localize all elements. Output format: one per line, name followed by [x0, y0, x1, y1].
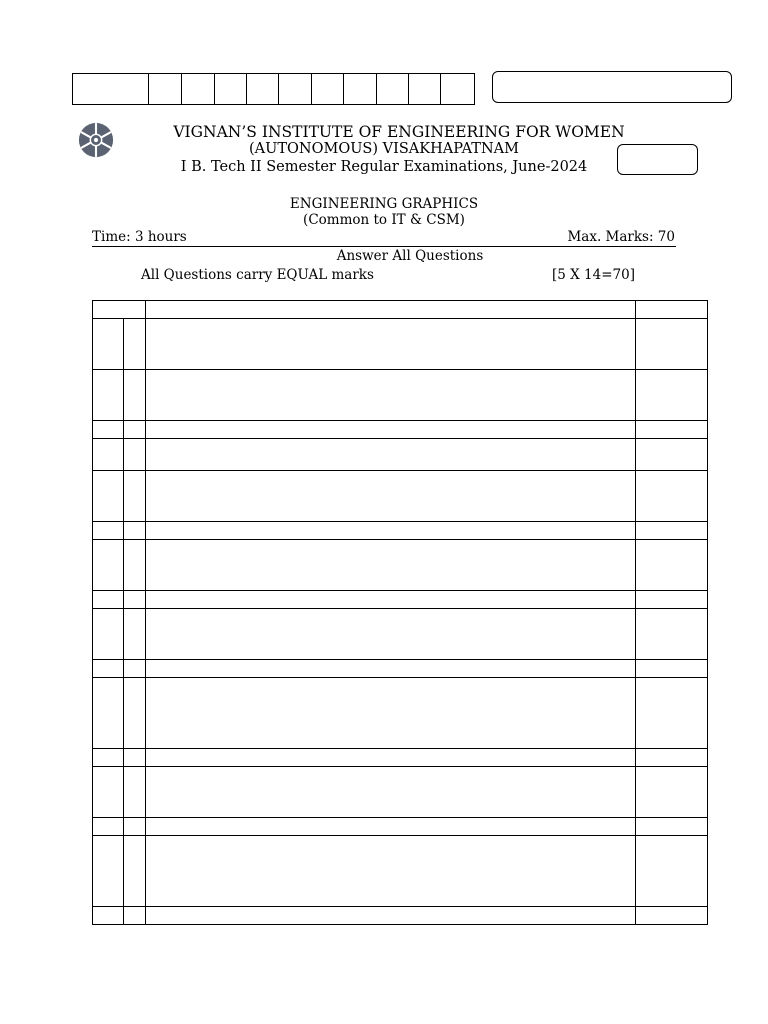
marks-cell: [636, 660, 708, 678]
question-text-cell: [146, 749, 636, 767]
question-text-cell: [146, 907, 636, 925]
marks-cell: [636, 471, 708, 522]
table-row: [93, 660, 708, 678]
question-number-cell: [93, 370, 124, 421]
table-row: [93, 439, 708, 471]
table-header-row: [93, 301, 708, 319]
table-row: [93, 540, 708, 591]
sub-question-cell: [124, 421, 146, 439]
table-row: [93, 522, 708, 540]
roll-number-cell: [73, 74, 149, 104]
marks-cell: [636, 522, 708, 540]
roll-number-cell: [247, 74, 279, 104]
question-number-cell: [93, 591, 124, 609]
roll-number-cell: [344, 74, 377, 104]
question-text-cell: [146, 818, 636, 836]
table-row: [93, 591, 708, 609]
question-header: [146, 301, 636, 319]
roll-number-cell: [182, 74, 215, 104]
sub-question-cell: [124, 767, 146, 818]
marks-cell: [636, 540, 708, 591]
sub-question-cell: [124, 609, 146, 660]
roll-number-cell: [441, 74, 474, 104]
max-marks: Max. Marks: 70: [567, 229, 675, 245]
question-number-cell: [93, 540, 124, 591]
marks-scheme: [5 X 14=70]: [552, 267, 635, 283]
question-number-cell: [93, 678, 124, 749]
sub-question-cell: [124, 660, 146, 678]
sub-question-cell: [124, 749, 146, 767]
sub-question-cell: [124, 907, 146, 925]
question-text-cell: [146, 767, 636, 818]
question-number-cell: [93, 522, 124, 540]
marks-cell: [636, 836, 708, 907]
table-row: [93, 749, 708, 767]
question-text-cell: [146, 471, 636, 522]
table-row: [93, 678, 708, 749]
table-row: [93, 319, 708, 370]
question-text-cell: [146, 370, 636, 421]
marks-cell: [636, 767, 708, 818]
table-row: [93, 421, 708, 439]
sub-question-cell: [124, 818, 146, 836]
sub-question-cell: [124, 836, 146, 907]
question-text-cell: [146, 319, 636, 370]
roll-number-cell: [377, 74, 409, 104]
roll-number-cell: [312, 74, 344, 104]
roll-number-cell: [149, 74, 182, 104]
institute-name: VIGNAN’S INSTITUTE OF ENGINEERING FOR WOMEN: [173, 123, 625, 141]
marks-instruction: All Questions carry EQUAL marks: [141, 267, 374, 283]
sub-question-cell: [124, 591, 146, 609]
question-text-cell: [146, 660, 636, 678]
subject-code-box: [492, 71, 732, 103]
paper-set-box: [617, 144, 698, 175]
marks-cell: [636, 749, 708, 767]
sub-question-cell: [124, 319, 146, 370]
marks-cell: [636, 609, 708, 660]
roll-number-cell: [215, 74, 247, 104]
question-number-cell: [93, 471, 124, 522]
header-divider: [92, 246, 676, 247]
question-text-cell: [146, 522, 636, 540]
marks-cell: [636, 319, 708, 370]
question-text-cell: [146, 678, 636, 749]
table-row: [93, 907, 708, 925]
question-number-cell: [93, 660, 124, 678]
marks-cell: [636, 818, 708, 836]
question-number-cell: [93, 836, 124, 907]
table-row: [93, 818, 708, 836]
sub-question-cell: [124, 370, 146, 421]
table-row: [93, 370, 708, 421]
marks-cell: [636, 907, 708, 925]
institute-location: (AUTONOMOUS) VISAKHAPATNAM: [249, 141, 519, 157]
question-text-cell: [146, 591, 636, 609]
question-number-cell: [93, 907, 124, 925]
table-row: [93, 836, 708, 907]
exam-title: I B. Tech II Semester Regular Examinations, June-2024: [180, 159, 588, 175]
marks-cell: [636, 591, 708, 609]
question-text-cell: [146, 421, 636, 439]
exam-duration: Time: 3 hours: [92, 229, 187, 245]
roll-number-boxes: [72, 73, 475, 105]
question-number-header: [93, 301, 146, 319]
marks-cell: [636, 439, 708, 471]
question-number-cell: [93, 319, 124, 370]
answer-instruction: Answer All Questions: [336, 248, 484, 264]
question-text-cell: [146, 540, 636, 591]
common-to-branches: (Common to IT & CSM): [303, 212, 465, 228]
question-text-cell: [146, 439, 636, 471]
roll-number-cell: [279, 74, 312, 104]
question-number-cell: [93, 767, 124, 818]
question-number-cell: [93, 609, 124, 660]
question-table: [92, 300, 708, 925]
roll-number-cell: [409, 74, 441, 104]
question-number-cell: [93, 749, 124, 767]
question-number-cell: [93, 421, 124, 439]
subject-title: ENGINEERING GRAPHICS: [289, 196, 479, 212]
sub-question-cell: [124, 439, 146, 471]
sub-question-cell: [124, 540, 146, 591]
question-number-cell: [93, 818, 124, 836]
question-text-cell: [146, 609, 636, 660]
marks-cell: [636, 370, 708, 421]
marks-header: [636, 301, 708, 319]
table-row: [93, 609, 708, 660]
marks-cell: [636, 678, 708, 749]
marks-cell: [636, 421, 708, 439]
sub-question-cell: [124, 678, 146, 749]
sub-question-cell: [124, 522, 146, 540]
sub-question-cell: [124, 471, 146, 522]
table-row: [93, 471, 708, 522]
question-number-cell: [93, 439, 124, 471]
table-row: [93, 767, 708, 818]
question-text-cell: [146, 836, 636, 907]
